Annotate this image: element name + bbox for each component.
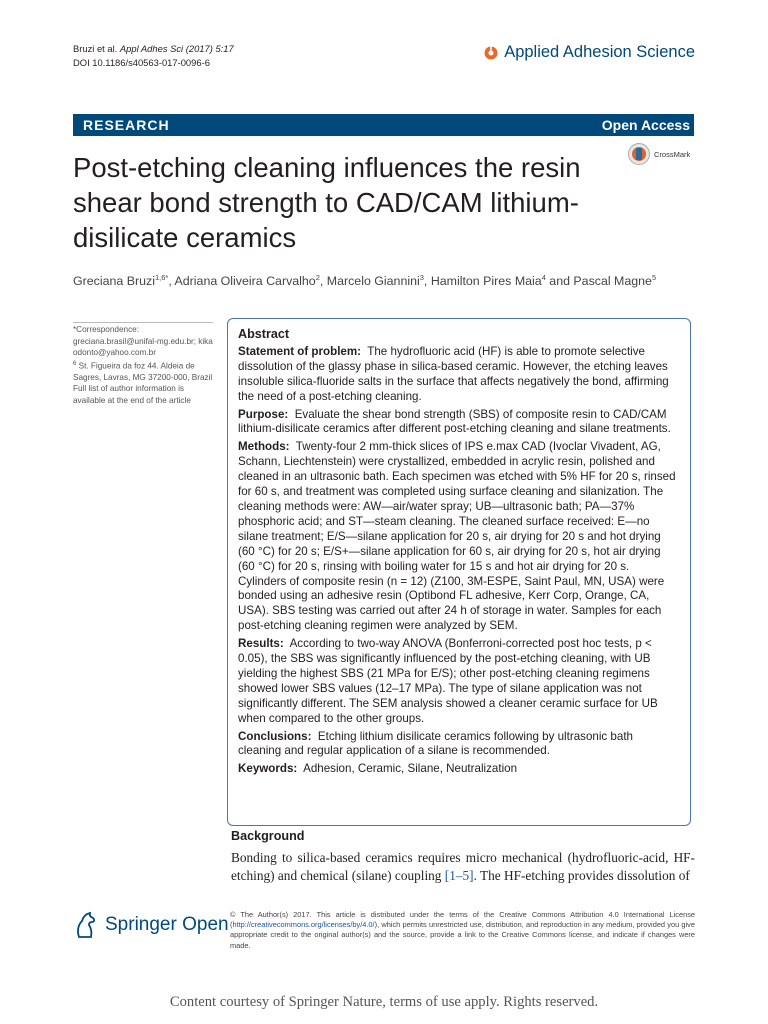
correspondence-label: *Correspondence:	[73, 325, 139, 334]
abstract-section: Statement of problem: The hydrofluoric acid (HF) is able to promote selective dissolution of the glassy phase in silica-based ceramic. However, the etching leaves insoluble silica-fluoride salts in the surface that affects negatively the bond, affirming the need of a post-etching cleaning.	[238, 344, 669, 403]
abstract-section: Conclusions: Etching lithium disilicate ceramics following by ultrasonic bath cleaning and regular application of a silane is recommended.	[238, 729, 633, 758]
author[interactable]: Pascal Magne$^5$	[573, 273, 657, 289]
author-info-note: Full list of author information is available at the end of the article	[73, 384, 191, 405]
author[interactable]: Adriana Oliveira Carvalho$^2$	[174, 273, 320, 289]
journal-logo-icon	[484, 46, 498, 60]
citation-issue: (2017) 5:17	[185, 43, 234, 54]
doi: DOI 10.1186/s40563-017-0096-6	[73, 57, 210, 68]
author-list: Greciana Bruzi$^{1,6*}$, Adriana Oliveira Carvalho$^2$, Marcelo Giannini$^3$, Hamilton Pires Maia$^4$ and Pascal Magne$^5$	[73, 273, 657, 289]
crossmark-label: CrossMark	[654, 149, 691, 159]
citation-line	[73, 42, 234, 56]
abstract-box	[227, 318, 691, 826]
license-text: © The Author(s) 2017. This article is distributed under the terms of the Creative Commons Attribution 4.0 International License (http://creativecommons.org/licenses/by/4.0/), which permits unrestricted use, distribution, and reproduction in any medium, provided you give appropriate credit to the original author(s) and the source, provide a link to the Creative Commons license, and indicate if changes were made.	[230, 910, 695, 950]
license-link[interactable]: http://creativecommons.org/licenses/by/4.0/	[232, 920, 375, 930]
journal-name: Applied Adhesion Science	[504, 43, 695, 61]
author[interactable]: Marcelo Giannini$^3$	[326, 273, 424, 289]
publisher-name: Springer	[105, 914, 177, 935]
background-heading: Background	[231, 829, 305, 843]
author[interactable]: Hamilton Pires Maia$^4$	[430, 273, 546, 289]
article-title: Post-etching cleaning influences the resin shear bond strength to CAD/CAM lithium-disilicate ceramics	[73, 152, 581, 253]
citation-journal: Appl Adhes Sci	[119, 43, 184, 54]
footer-notice: Content courtesy of Springer Nature, terms of use apply. Rights reserved.	[169, 994, 599, 1010]
reference-link[interactable]: [1–5]	[444, 868, 474, 883]
publisher-open: Open	[182, 914, 229, 935]
abstract-section: Methods: Twenty-four 2 mm-thick slices of IPS e.max CAD (Ivoclar Vivadent, AG, Schann, Liechtenstein) were crystallized, embedded in acrylic resin, polished and cleaned in an ultrasonic bath. Each specimen was etched with 5% HF for 20 s, rinsed for 60 s, and treatment was completed using surface cleaning and silanization. The cleaning methods were: AW—air/water spray; UB—ultrasonic bath; PA—37% phosphoric acid; and ST—steam cleaning. The cleaned surface received: E—no silane treatment; E/S—silane application for 20 s, air drying for 20 s and hot drying (60 °C) for 20 s; E/S+—silane application for 60 s, air drying for 20 s, hot air drying (60 °C) for 20 s, rinsing with boiling water for 15 s and hot air drying for 20 s. Cylinders of composite resin (n = 12) (Z100, 3M-ESPE, Saint Paul, MN, USA) were bonded using an adhesive resin (Optibond FL adhesive, Kerr Corp, Orange, CA, USA). SBS testing was carried out after 24 h of storage in water. Samples for each post-etching cleaning regimen were analyzed by SEM.	[238, 440, 676, 633]
section-bar	[73, 114, 694, 136]
springer-horse-icon	[73, 911, 99, 939]
citation-block	[73, 42, 234, 70]
background-text: Bonding to silica-based ceramics requires micro mechanical (hydrofluoric-acid, HF-etching) and chemical (silane) coupling [1–5]. The HF-etching provides dissolution of	[231, 850, 695, 883]
springer-open-logo	[73, 911, 229, 939]
abstract-heading: Abstract	[238, 327, 290, 341]
section-label: RESEARCH	[83, 117, 170, 133]
crossmark-badge[interactable]	[628, 143, 690, 165]
abstract-section: Results: According to two-way ANOVA (Bonferroni-corrected post hoc tests, p < 0.05), the SBS was significantly influenced by the post-etching cleaning, with UB yielding the highest SBS (21 MPa for E/S); other post-etching cleaning regimens showed lower SBS values (12–17 MPa). The type of silane application was not significantly different. The SEM analysis showed a cleaner ceramic surface for UB when compared to the other groups.	[238, 637, 658, 725]
correspondence-block	[73, 322, 213, 406]
abstract-section: Purpose: Evaluate the shear bond strength (SBS) of composite resin to CAD/CAM lithium-disilicate ceramics after different post-etching cleaning and silane treatments.	[238, 407, 671, 436]
correspondence-address: $^6$ St. Figueira da foz 44. Aldeia de Sagres, Lavras, MG 37200-000, Brazil	[73, 360, 213, 382]
journal-logo	[484, 43, 695, 62]
keywords: Keywords: Adhesion, Ceramic, Silane, Neutralization	[238, 762, 518, 776]
citation-authors: Bruzi et al.	[73, 43, 118, 54]
correspondence-emails[interactable]: greciana.brasil@unifal-mg.edu.br; kikaodonto@yahoo.com.br	[73, 336, 213, 357]
author[interactable]: Greciana Bruzi$^{1,6*}$	[73, 273, 169, 289]
open-access-label: Open Access	[601, 117, 690, 133]
